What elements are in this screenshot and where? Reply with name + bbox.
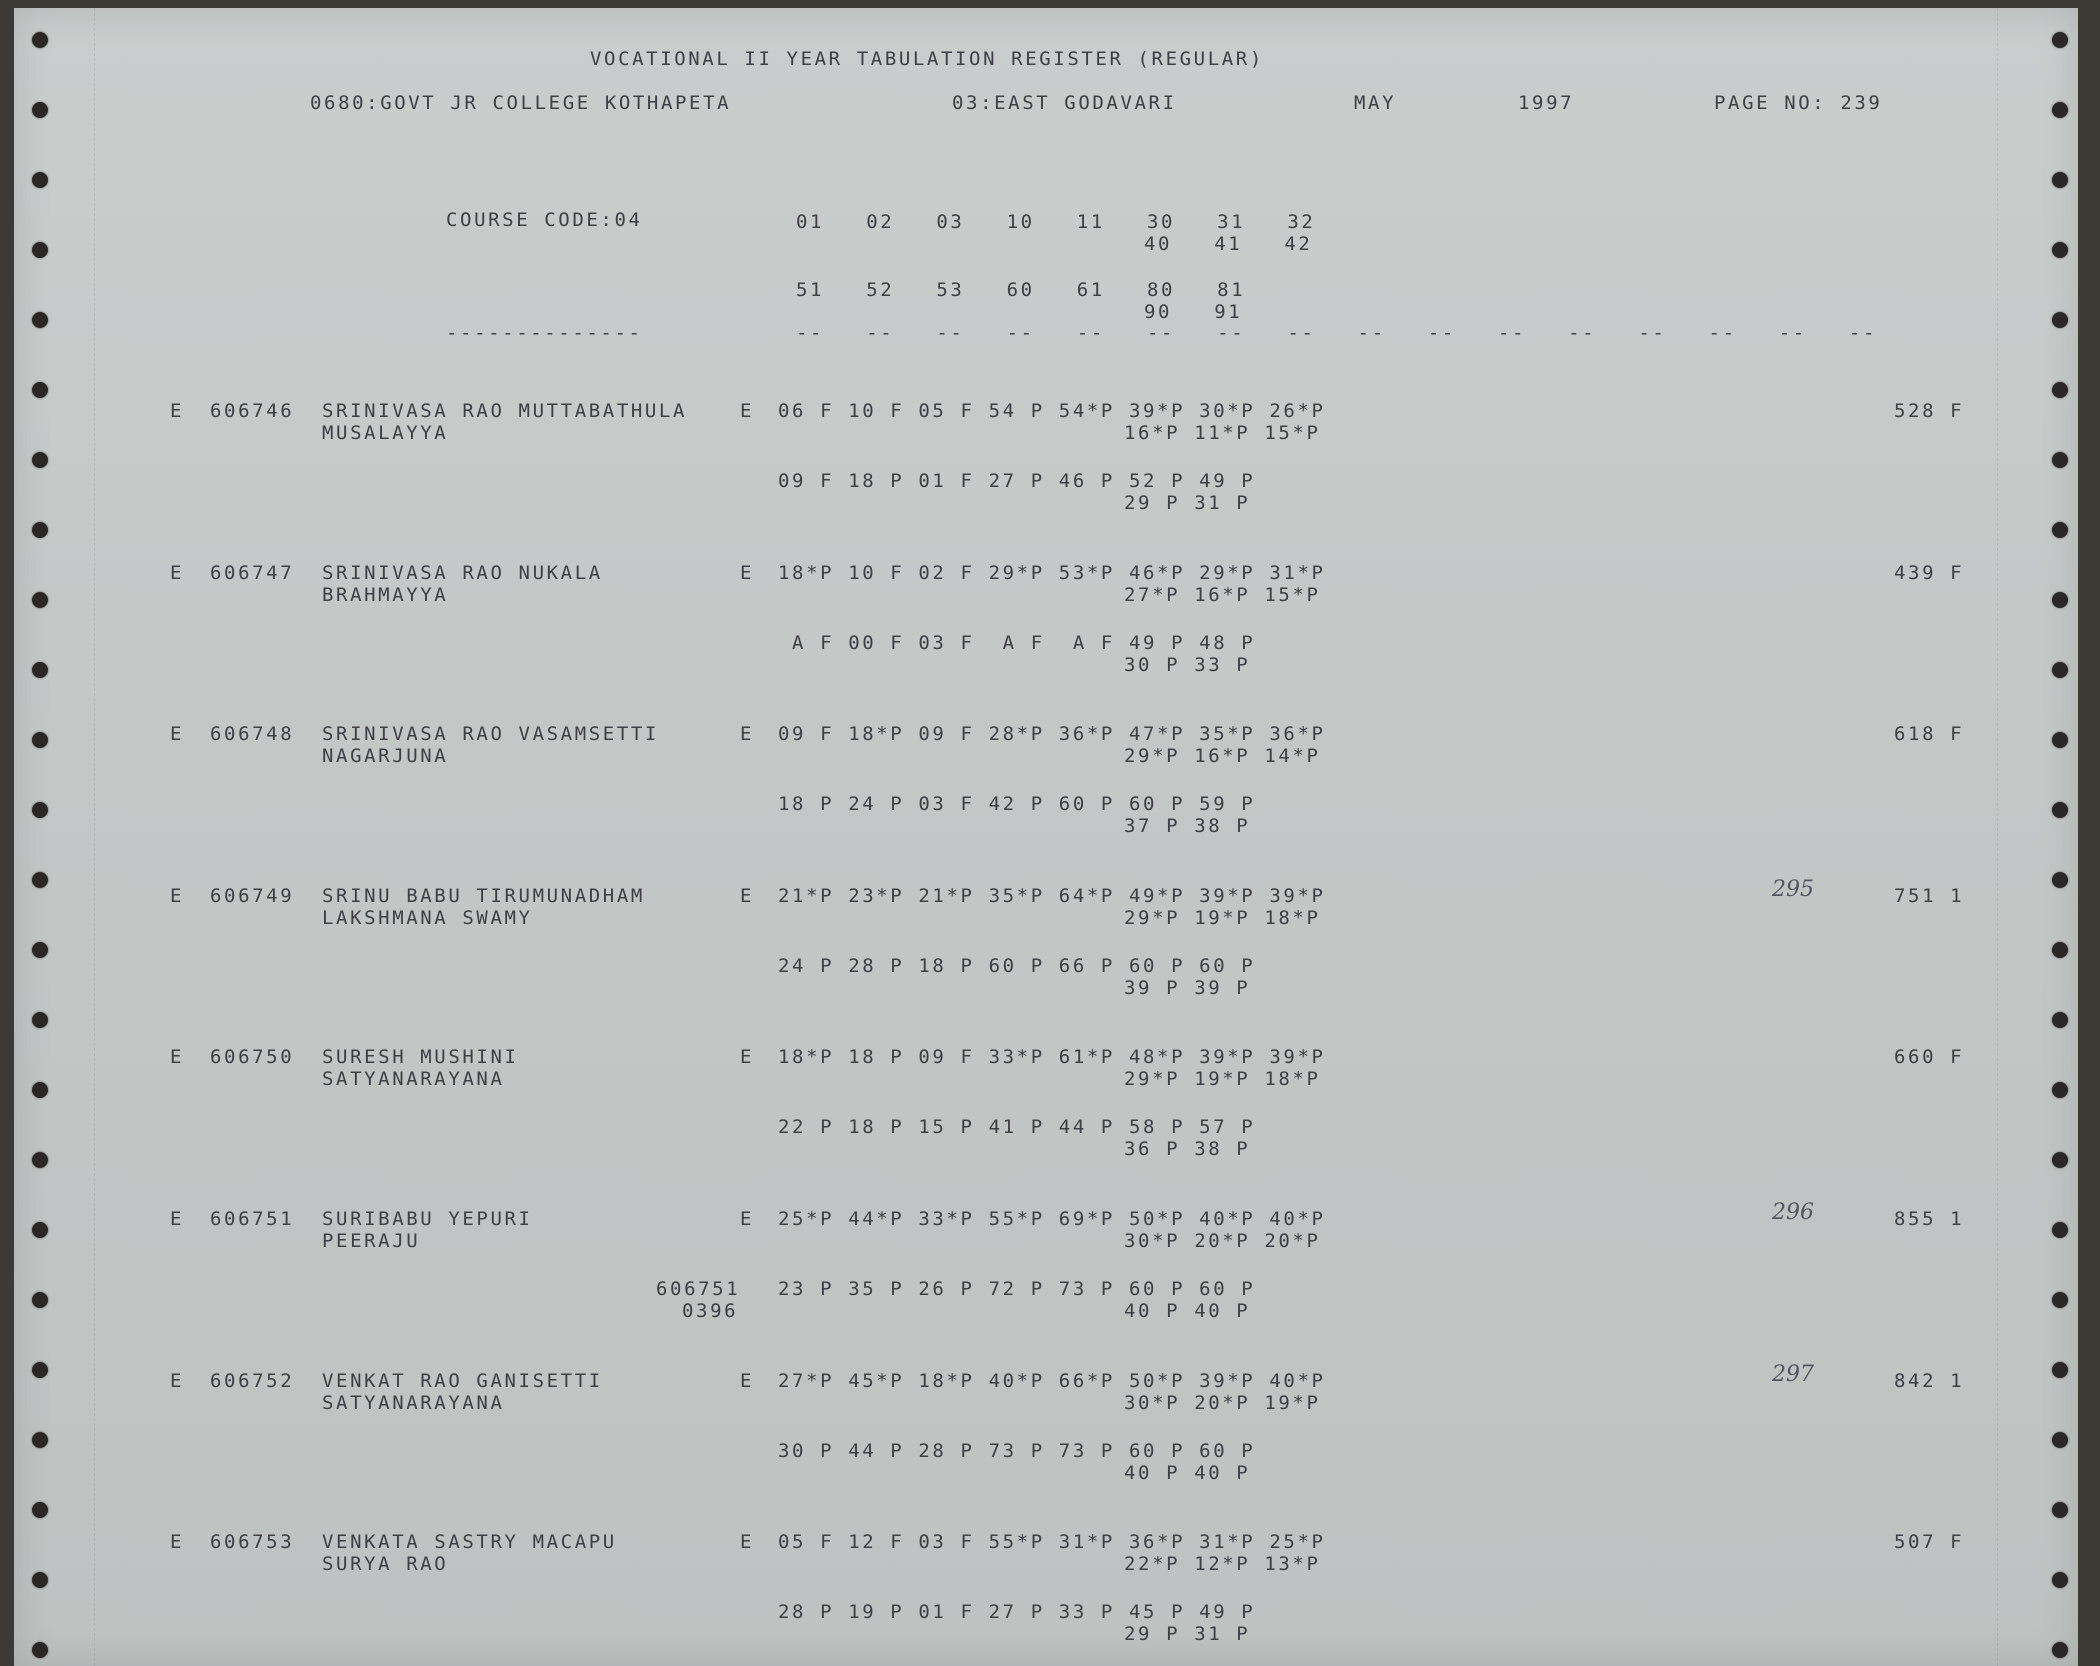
sprocket-hole [2052, 732, 2068, 748]
sprocket-hole [32, 802, 48, 818]
column-dashes: -- -- -- -- -- -- -- -- -- -- -- -- -- -- -- -- [796, 322, 1877, 344]
marks-line-1: 27*P 45*P 18*P 40*P 66*P 50*P 39*P 40*P [778, 1369, 1326, 1392]
exam-year: 1997 [1518, 92, 1575, 114]
marks-line-4: 39 P 39 P [1124, 976, 1251, 999]
student-name: VENKATA SASTRY MACAPU [322, 1531, 617, 1554]
marks-line-2: 29*P 19*P 18*P [1124, 1068, 1321, 1091]
medium-code: E [740, 1369, 755, 1392]
sprocket-hole [2052, 1222, 2068, 1238]
marks-line-4: 40 P 40 P [1124, 1300, 1251, 1322]
student-name: SRINIVASA RAO MUTTABATHULA [322, 400, 688, 422]
sprocket-hole [32, 32, 48, 48]
marks-line-4: 36 P 38 P [1124, 1138, 1251, 1161]
parent-name: SATYANARAYANA [322, 1068, 505, 1091]
sprocket-hole [32, 592, 48, 608]
sprocket-hole [32, 1362, 48, 1378]
subject-codes-row1b: 40 41 42 [1144, 233, 1313, 255]
medium-code: E [740, 1208, 755, 1230]
total-result: 855 1 [1894, 1208, 1965, 1230]
marks-line-1: 21*P 23*P 21*P 35*P 64*P 49*P 39*P 39*P [778, 884, 1326, 907]
sprocket-hole [2052, 1502, 2068, 1518]
sprocket-hole [32, 1572, 48, 1588]
page-number: PAGE NO: 239 [1714, 92, 1883, 114]
hall-ticket-number: 606748 [210, 723, 295, 746]
parent-name: LAKSHMANA SWAMY [322, 906, 533, 929]
sprocket-hole [32, 382, 48, 398]
hall-ticket-number: 606751 [210, 1208, 295, 1230]
student-name: SRINU BABU TIRUMUNADHAM [322, 884, 645, 907]
total-result: 751 1 [1894, 884, 1965, 907]
total-result: 507 F [1894, 1531, 1965, 1554]
record-flag: E [170, 884, 185, 907]
total-result: 842 1 [1894, 1369, 1965, 1392]
sprocket-hole [2052, 1292, 2068, 1308]
marks-line-3: 23 P 35 P 26 P 72 P 73 P 60 P 60 P [778, 1278, 1256, 1300]
sprocket-hole [2052, 1362, 2068, 1378]
record-flag: E [170, 1046, 185, 1069]
hall-ticket-number: 606750 [210, 1046, 295, 1069]
hall-ticket-number: 606753 [210, 1531, 295, 1554]
medium-code: E [740, 723, 755, 746]
sprocket-hole [32, 1012, 48, 1028]
medium-code: E [740, 1046, 755, 1069]
sprocket-hole [2052, 452, 2068, 468]
sprocket-hole [2052, 1432, 2068, 1448]
marks-line-4: 29 P 31 P [1124, 1623, 1251, 1646]
sprocket-hole [32, 1642, 48, 1658]
sprocket-hole [32, 102, 48, 118]
college-name: 0680:GOVT JR COLLEGE KOTHAPETA [310, 92, 732, 114]
sprocket-hole [2052, 872, 2068, 888]
course-code: COURSE CODE:04 [446, 209, 643, 231]
marks-line-1: 05 F 12 F 03 F 55*P 31*P 36*P 31*P 25*P [778, 1531, 1326, 1554]
record-flag: E [170, 400, 185, 422]
sprocket-hole [32, 1502, 48, 1518]
handwritten-serial: 295 [1772, 876, 1814, 902]
sprocket-hole [2052, 1642, 2068, 1658]
parent-name: PEERAJU [322, 1230, 421, 1252]
marks-line-2: 30*P 20*P 20*P [1124, 1230, 1321, 1252]
side-note: 606751 [656, 1278, 741, 1300]
marks-line-2: 30*P 20*P 19*P [1124, 1391, 1321, 1414]
sprocket-hole [32, 732, 48, 748]
right-tractor-strip [1997, 8, 2078, 1666]
sprocket-hole [2052, 172, 2068, 188]
subject-codes-row2: 51 52 53 60 61 80 81 [796, 279, 1246, 301]
parent-name: BRAHMAYYA [322, 583, 449, 606]
marks-line-3: 09 F 18 P 01 F 27 P 46 P 52 P 49 P [778, 470, 1256, 492]
sprocket-hole [2052, 1082, 2068, 1098]
sprocket-hole [32, 312, 48, 328]
marks-line-1: 06 F 10 F 05 F 54 P 54*P 39*P 30*P 26*P [778, 400, 1326, 422]
side-note: 0396 [682, 1300, 739, 1322]
marks-line-3: 30 P 44 P 28 P 73 P 73 P 60 P 60 P [778, 1439, 1256, 1462]
medium-code: E [740, 884, 755, 907]
subject-codes-row1: 01 02 03 10 11 30 31 32 [796, 211, 1316, 233]
marks-line-3: 22 P 18 P 15 P 41 P 44 P 58 P 57 P [778, 1116, 1256, 1139]
parent-name: NAGARJUNA [322, 745, 449, 768]
total-result: 660 F [1894, 1046, 1965, 1069]
student-name: SRINIVASA RAO VASAMSETTI [322, 723, 659, 746]
record-flag: E [170, 561, 185, 584]
student-name: SURESH MUSHINI [322, 1046, 519, 1069]
medium-code: E [740, 1531, 755, 1554]
course-underline: -------------- [446, 322, 643, 344]
sprocket-hole [32, 1432, 48, 1448]
sprocket-hole [2052, 1152, 2068, 1168]
handwritten-serial: 296 [1772, 1200, 1814, 1225]
total-result: 439 F [1894, 561, 1965, 584]
sprocket-hole [32, 1292, 48, 1308]
sprocket-hole [32, 1152, 48, 1168]
district-name: 03:EAST GODAVARI [952, 92, 1177, 114]
parent-name: MUSALAYYA [322, 422, 449, 444]
sprocket-hole [32, 522, 48, 538]
marks-line-1: 25*P 44*P 33*P 55*P 69*P 50*P 40*P 40*P [778, 1208, 1326, 1230]
sprocket-hole [2052, 802, 2068, 818]
sprocket-hole [2052, 32, 2068, 48]
sprocket-hole [2052, 1012, 2068, 1028]
parent-name: SATYANARAYANA [322, 1391, 505, 1414]
sprocket-hole [2052, 242, 2068, 258]
marks-line-2: 29*P 16*P 14*P [1124, 745, 1321, 768]
marks-line-2: 29*P 19*P 18*P [1124, 906, 1321, 929]
marks-line-3: 18 P 24 P 03 F 42 P 60 P 60 P 59 P [778, 793, 1256, 816]
medium-code: E [740, 400, 755, 422]
sprocket-hole [2052, 662, 2068, 678]
left-tractor-strip [14, 8, 95, 1666]
record-flag: E [170, 1531, 185, 1554]
hall-ticket-number: 606752 [210, 1369, 295, 1392]
marks-line-1: 18*P 18 P 09 F 33*P 61*P 48*P 39*P 39*P [778, 1046, 1326, 1069]
total-result: 528 F [1894, 400, 1965, 422]
parent-name: SURYA RAO [322, 1553, 449, 1576]
register-title: VOCATIONAL II YEAR TABULATION REGISTER (REGULAR) [590, 48, 1264, 70]
medium-code: E [740, 561, 755, 584]
exam-month: MAY [1354, 92, 1397, 114]
student-name: VENKAT RAO GANISETTI [322, 1369, 603, 1392]
marks-line-2: 27*P 16*P 15*P [1124, 583, 1321, 606]
marks-line-4: 40 P 40 P [1124, 1461, 1251, 1484]
marks-line-3: 24 P 28 P 18 P 60 P 66 P 60 P 60 P [778, 954, 1256, 977]
hall-ticket-number: 606747 [210, 561, 295, 584]
sprocket-hole [32, 872, 48, 888]
student-name: SURIBABU YEPURI [322, 1208, 533, 1230]
sprocket-hole [32, 662, 48, 678]
record-flag: E [170, 1369, 185, 1392]
marks-line-4: 30 P 33 P [1124, 653, 1251, 676]
marks-line-4: 29 P 31 P [1124, 492, 1251, 514]
marks-line-1: 09 F 18*P 09 F 28*P 36*P 47*P 35*P 36*P [778, 723, 1326, 746]
record-flag: E [170, 1208, 185, 1230]
sprocket-hole [2052, 102, 2068, 118]
record-flag: E [170, 723, 185, 746]
student-name: SRINIVASA RAO NUKALA [322, 561, 603, 584]
sprocket-hole [2052, 942, 2068, 958]
total-result: 618 F [1894, 723, 1965, 746]
marks-line-4: 37 P 38 P [1124, 815, 1251, 838]
marks-line-2: 22*P 12*P 13*P [1124, 1553, 1321, 1576]
marks-line-3: A F 00 F 03 F A F A F 49 P 48 P [778, 631, 1256, 654]
sprocket-hole [2052, 1572, 2068, 1588]
sprocket-hole [32, 172, 48, 188]
sprocket-hole [2052, 522, 2068, 538]
marks-line-2: 16*P 11*P 15*P [1124, 422, 1321, 444]
sprocket-hole [32, 1082, 48, 1098]
hall-ticket-number: 606746 [210, 400, 295, 422]
subject-codes-row2b: 90 91 [1144, 301, 1243, 323]
sprocket-hole [32, 1222, 48, 1238]
marks-line-3: 28 P 19 P 01 F 27 P 33 P 45 P 49 P [778, 1601, 1256, 1624]
sprocket-hole [2052, 382, 2068, 398]
printout-sheet [14, 8, 2078, 1666]
handwritten-serial: 297 [1772, 1361, 1814, 1387]
sprocket-hole [32, 242, 48, 258]
sprocket-hole [32, 452, 48, 468]
sprocket-hole [32, 942, 48, 958]
marks-line-1: 18*P 10 F 02 F 29*P 53*P 46*P 29*P 31*P [778, 561, 1326, 584]
sprocket-hole [2052, 592, 2068, 608]
sprocket-hole [2052, 312, 2068, 328]
hall-ticket-number: 606749 [210, 884, 295, 907]
